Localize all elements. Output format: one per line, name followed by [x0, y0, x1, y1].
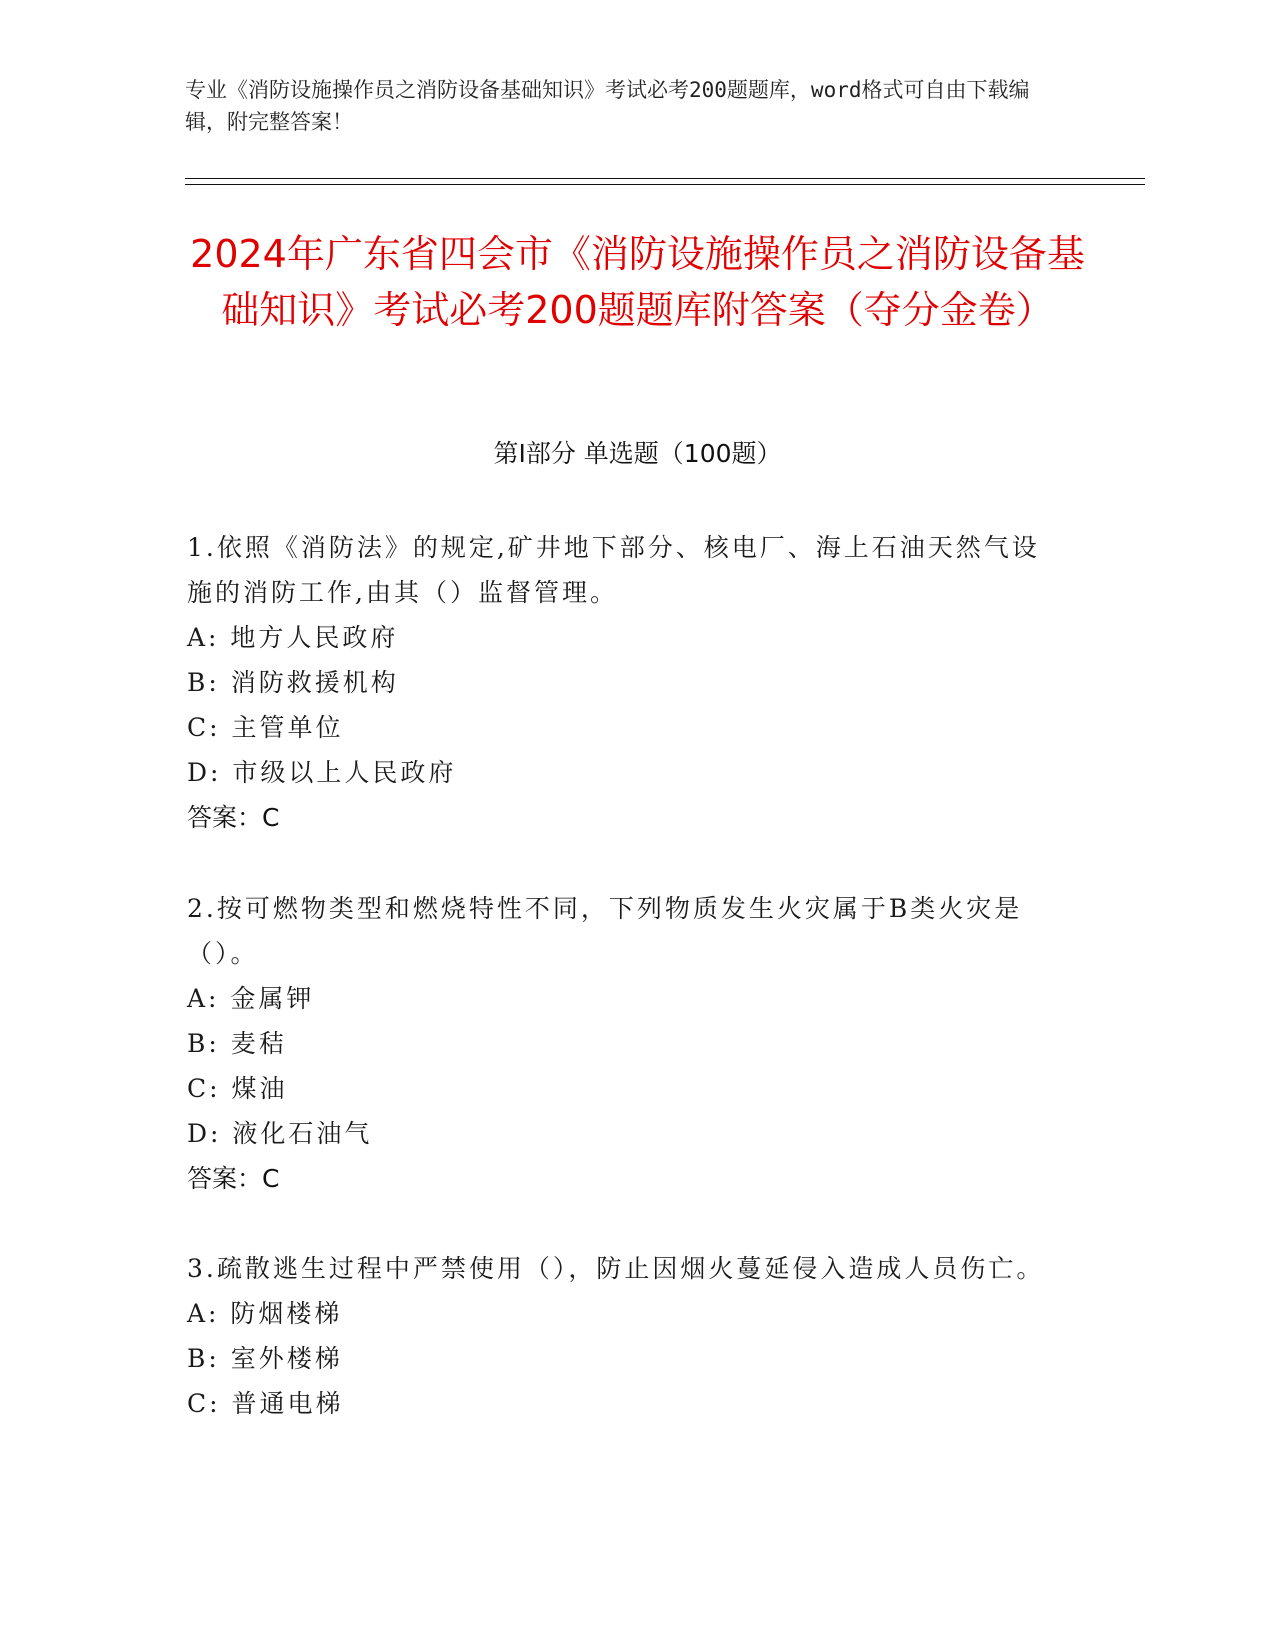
- option-d: D: 市级以上人民政府: [187, 758, 457, 787]
- question-stem: 2.按可燃物类型和燃烧特性不同，下列物质发生火灾属于B类火灾是（）。: [187, 894, 1023, 968]
- header-note: 专业《消防设施操作员之消防设备基础知识》考试必考200题题库，word格式可自由下载编辑，附完整答案！: [185, 78, 1030, 134]
- question-3: [187, 1246, 1067, 1426]
- document-title: 2024年广东省四会市《消防设施操作员之消防设备基础知识》考试必考200题题库附答案（夺分金卷）: [190, 232, 1085, 332]
- answer: 答案：C: [187, 803, 280, 832]
- question-2: [187, 886, 1067, 1201]
- question-1: [187, 525, 1067, 840]
- option-c: C: 普通电梯: [187, 1389, 344, 1418]
- option-b: B: 消防救援机构: [187, 668, 399, 697]
- header-divider-top: [185, 178, 1145, 179]
- header-divider-bottom: [185, 184, 1145, 185]
- option-a: A: 地方人民政府: [187, 623, 399, 652]
- question-stem: 3.疏散逃生过程中严禁使用（），防止因烟火蔓延侵入造成人员伤亡。: [187, 1254, 1045, 1283]
- answer: 答案：C: [187, 1164, 280, 1193]
- question-stem: 1.依照《消防法》的规定,矿井地下部分、核电厂、海上石油天然气设施的消防工作,由其（）监督管理。: [187, 533, 1040, 607]
- option-d: D: 液化石油气: [187, 1119, 373, 1148]
- option-b: B: 室外楼梯: [187, 1344, 343, 1373]
- option-c: C: 主管单位: [187, 713, 344, 742]
- section-title: 第Ⅰ部分 单选题（100题）: [493, 439, 782, 468]
- option-b: B: 麦秸: [187, 1029, 287, 1058]
- option-c: C: 煤油: [187, 1074, 288, 1103]
- option-a: A: 防烟楼梯: [187, 1299, 343, 1328]
- option-a: A: 金属钾: [187, 984, 315, 1013]
